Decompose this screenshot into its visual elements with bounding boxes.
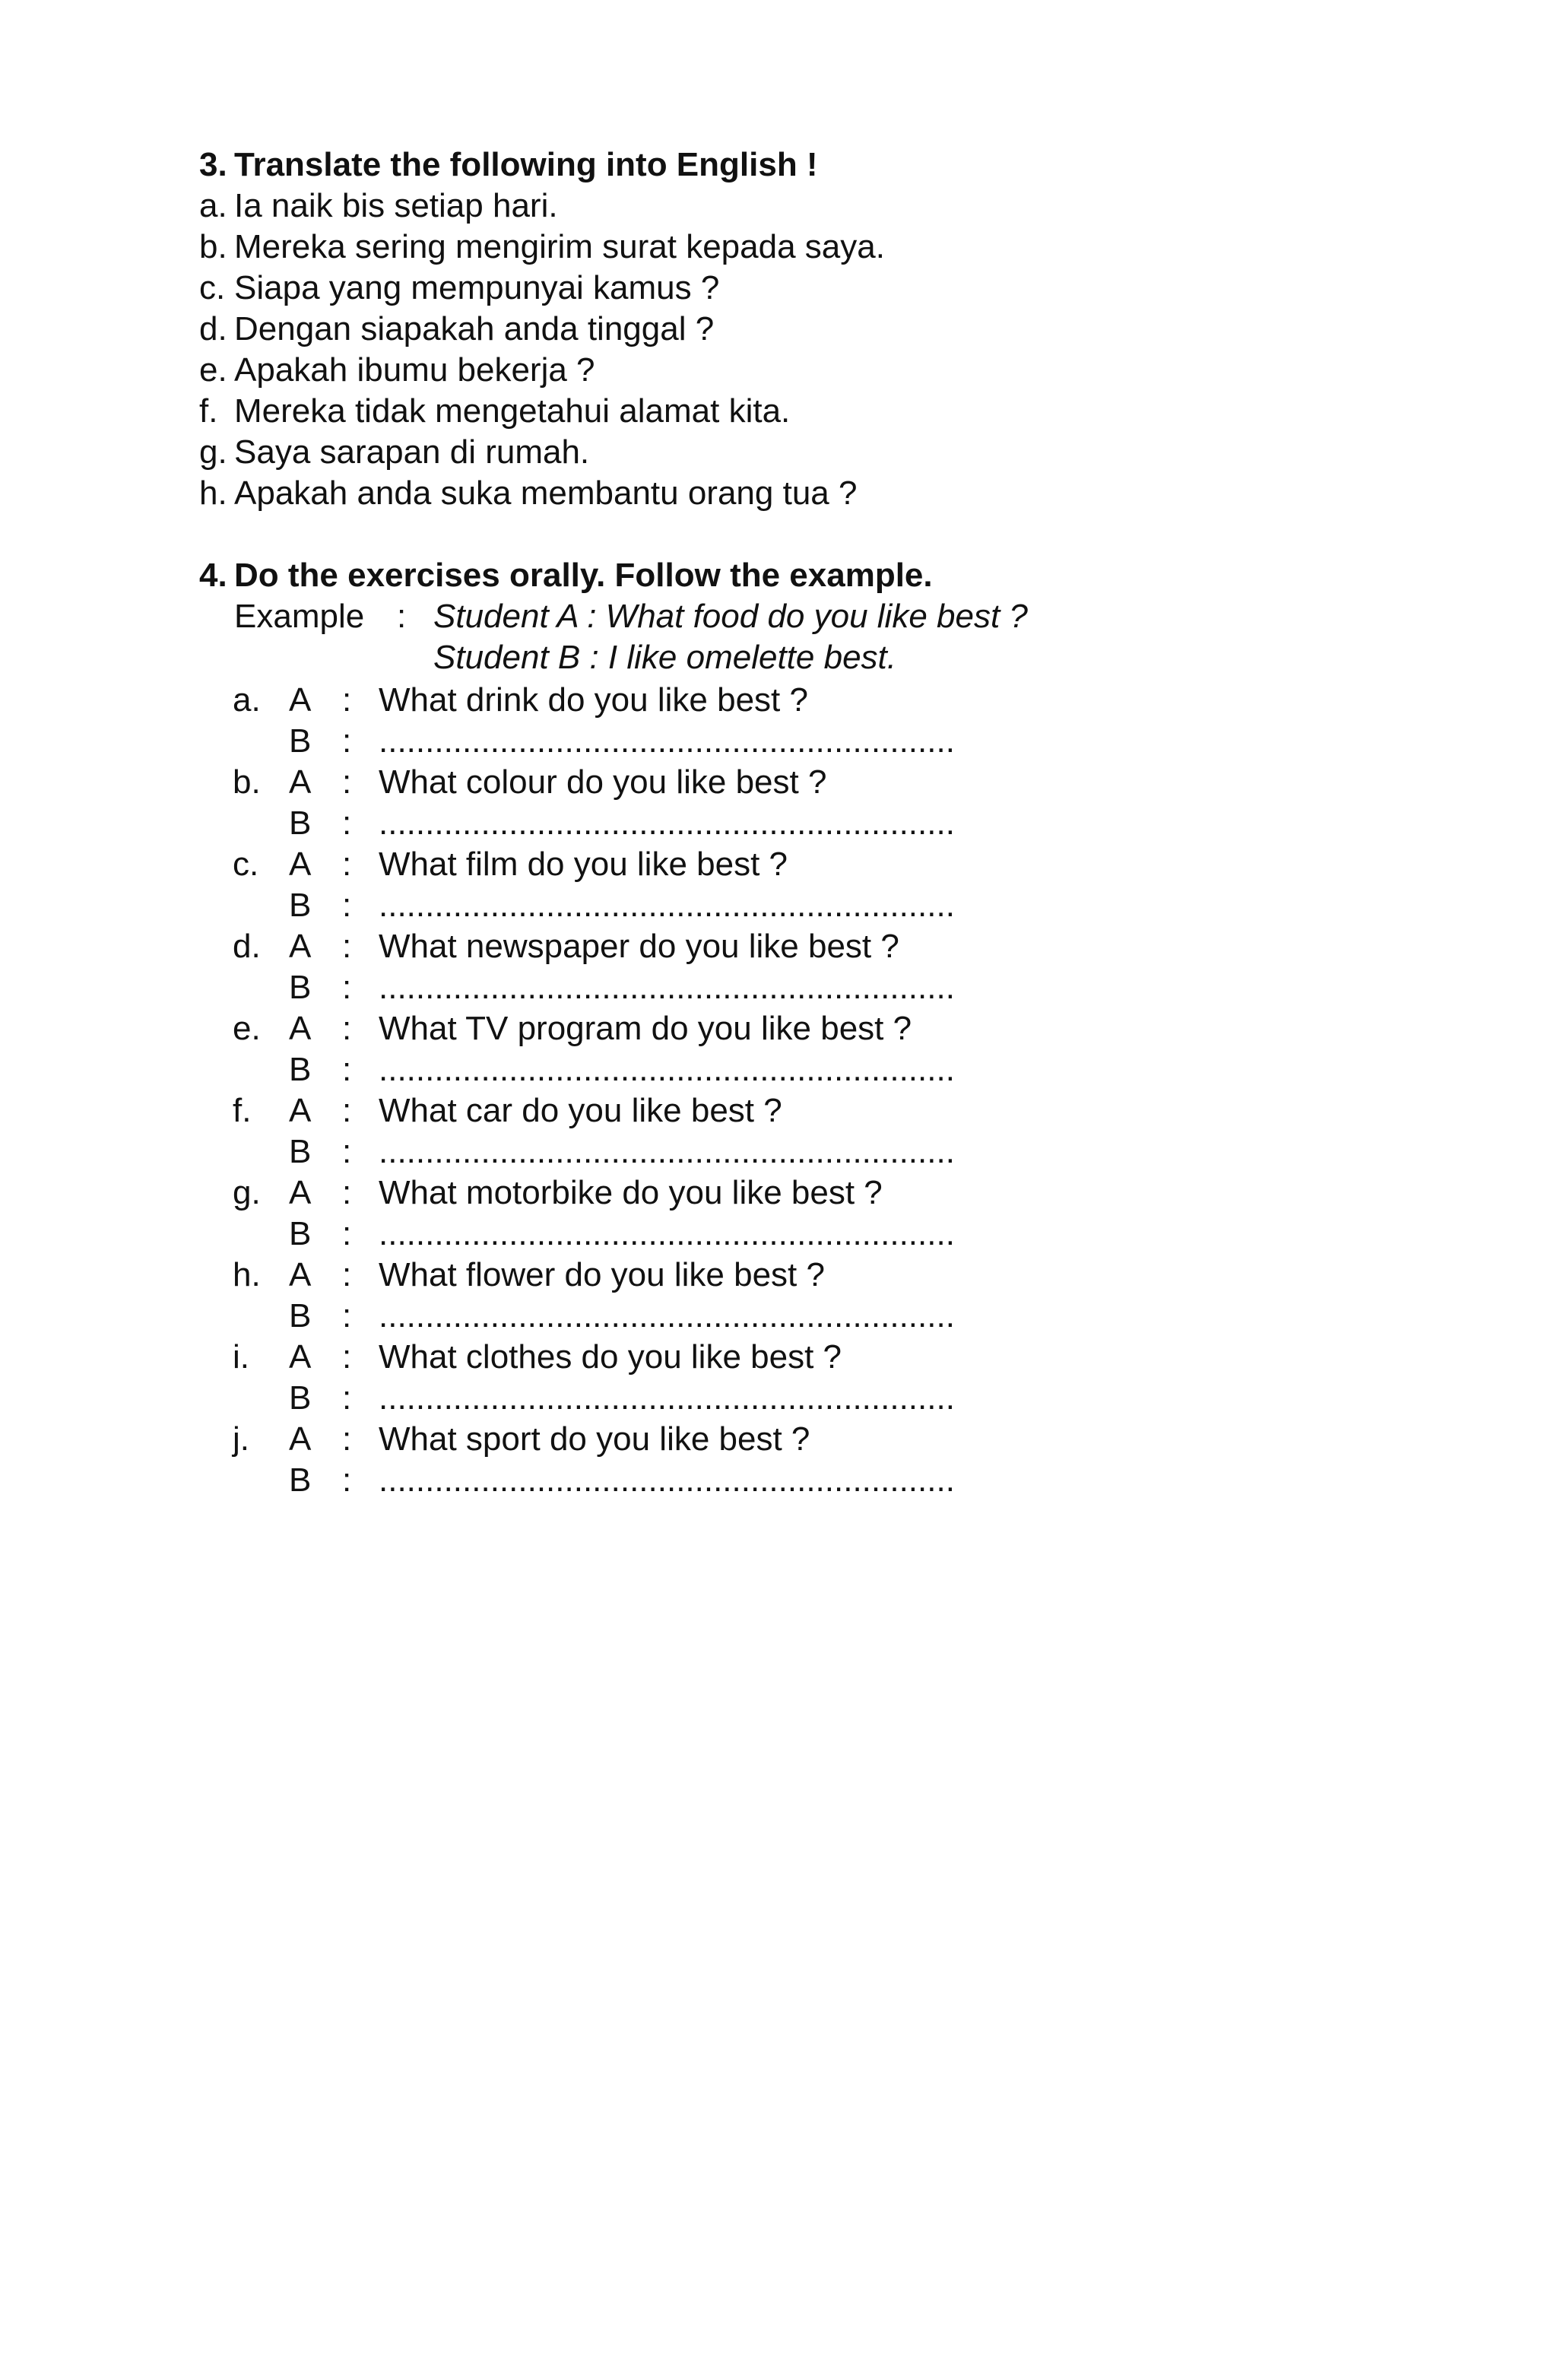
section-3-item-text: Siapa yang mempunyai kamus ? bbox=[234, 269, 720, 306]
exercise-question: What clothes do you like best ? bbox=[379, 1338, 842, 1376]
exercise-colon: : bbox=[342, 722, 352, 760]
section-3-item-letter: a. bbox=[199, 187, 227, 224]
answer-blank: .............................................................. bbox=[379, 1215, 955, 1252]
section-3-item-text: Apakah ibumu bekerja ? bbox=[234, 351, 595, 389]
exercise-colon: : bbox=[342, 928, 352, 965]
exercise-item-letter: j. bbox=[233, 1420, 249, 1458]
exercise-colon: : bbox=[342, 1010, 352, 1047]
speaker-a-label: A bbox=[289, 846, 312, 883]
section-3-item-letter: f. bbox=[199, 392, 218, 430]
exercise-colon: : bbox=[342, 804, 352, 842]
speaker-a-label: A bbox=[289, 1092, 312, 1129]
section-3-item-letter: c. bbox=[199, 269, 226, 306]
example-label: Example bbox=[234, 598, 365, 635]
section-3-item-text: Mereka tidak mengetahui alamat kita. bbox=[234, 392, 791, 430]
exercise-question: What colour do you like best ? bbox=[379, 763, 827, 801]
section-4-title: Do the exercises orally. Follow the example. bbox=[234, 557, 933, 594]
exercise-item-letter: e. bbox=[233, 1010, 261, 1047]
answer-blank: .............................................................. bbox=[379, 1379, 955, 1417]
answer-blank: .............................................................. bbox=[379, 1461, 955, 1499]
section-3-item-text: Apakah anda suka membantu orang tua ? bbox=[234, 474, 858, 512]
section-3-item-text: Saya sarapan di rumah. bbox=[234, 433, 590, 471]
exercise-item-letter: d. bbox=[233, 928, 261, 965]
exercise-item-letter: i. bbox=[233, 1338, 249, 1376]
exercise-question: What car do you like best ? bbox=[379, 1092, 782, 1129]
speaker-b-label: B bbox=[289, 969, 312, 1006]
speaker-b-label: B bbox=[289, 1297, 312, 1334]
speaker-b-label: B bbox=[289, 1215, 312, 1252]
exercise-colon: : bbox=[342, 1338, 352, 1376]
answer-blank: .............................................................. bbox=[379, 1297, 955, 1334]
exercise-item-letter: h. bbox=[233, 1256, 261, 1293]
section-3-item-text: Mereka sering mengirim surat kepada saya. bbox=[234, 228, 885, 265]
answer-blank: .............................................................. bbox=[379, 887, 955, 924]
exercise-colon: : bbox=[342, 1297, 352, 1334]
exercise-question: What sport do you like best ? bbox=[379, 1420, 810, 1458]
section-3-title: Translate the following into English ! bbox=[234, 146, 818, 183]
answer-blank: .............................................................. bbox=[379, 1051, 955, 1088]
speaker-a-label: A bbox=[289, 1420, 312, 1458]
exercise-question: What TV program do you like best ? bbox=[379, 1010, 912, 1047]
answer-blank: .............................................................. bbox=[379, 804, 955, 842]
exercise-colon: : bbox=[342, 1174, 352, 1211]
exercise-question: What newspaper do you like best ? bbox=[379, 928, 899, 965]
speaker-b-label: B bbox=[289, 1133, 312, 1170]
section-3-item-letter: b. bbox=[199, 228, 227, 265]
exercise-colon: : bbox=[342, 1256, 352, 1293]
exercise-colon: : bbox=[342, 1051, 352, 1088]
section-3-item-letter: e. bbox=[199, 351, 227, 389]
exercise-colon: : bbox=[342, 969, 352, 1006]
section-3-item-text: Ia naik bis setiap hari. bbox=[234, 187, 558, 224]
speaker-a-label: A bbox=[289, 1174, 312, 1211]
speaker-b-label: B bbox=[289, 722, 312, 760]
exercise-colon: : bbox=[342, 1379, 352, 1417]
speaker-a-label: A bbox=[289, 763, 312, 801]
exercise-colon: : bbox=[342, 1215, 352, 1252]
speaker-a-label: A bbox=[289, 681, 312, 719]
exercise-item-letter: b. bbox=[233, 763, 261, 801]
exercise-colon: : bbox=[342, 846, 352, 883]
exercise-colon: : bbox=[342, 1461, 352, 1499]
example-student-b: Student B : I like omelette best. bbox=[433, 639, 896, 676]
exercise-question: What drink do you like best ? bbox=[379, 681, 808, 719]
exercise-item-letter: g. bbox=[233, 1174, 261, 1211]
speaker-b-label: B bbox=[289, 804, 312, 842]
exercise-question: What flower do you like best ? bbox=[379, 1256, 825, 1293]
exercise-colon: : bbox=[342, 887, 352, 924]
speaker-b-label: B bbox=[289, 1461, 312, 1499]
speaker-b-label: B bbox=[289, 1051, 312, 1088]
answer-blank: .............................................................. bbox=[379, 1133, 955, 1170]
speaker-b-label: B bbox=[289, 887, 312, 924]
exercise-colon: : bbox=[342, 1092, 352, 1129]
section-3-item-text: Dengan siapakah anda tinggal ? bbox=[234, 310, 715, 347]
example-student-a: Student A : What food do you like best ? bbox=[433, 598, 1028, 635]
speaker-a-label: A bbox=[289, 928, 312, 965]
answer-blank: .............................................................. bbox=[379, 722, 955, 760]
section-3-item-letter: d. bbox=[199, 310, 227, 347]
speaker-a-label: A bbox=[289, 1338, 312, 1376]
exercise-colon: : bbox=[342, 681, 352, 719]
exercise-question: What film do you like best ? bbox=[379, 846, 788, 883]
exercise-item-letter: c. bbox=[233, 846, 259, 883]
section-3-number: 3. bbox=[199, 146, 227, 183]
exercise-colon: : bbox=[342, 1420, 352, 1458]
speaker-a-label: A bbox=[289, 1256, 312, 1293]
section-3-item-letter: g. bbox=[199, 433, 227, 471]
exercise-colon: : bbox=[342, 763, 352, 801]
speaker-b-label: B bbox=[289, 1379, 312, 1417]
exercise-question: What motorbike do you like best ? bbox=[379, 1174, 883, 1211]
exercise-colon: : bbox=[342, 1133, 352, 1170]
section-3-item-letter: h. bbox=[199, 474, 227, 512]
answer-blank: .............................................................. bbox=[379, 969, 955, 1006]
exercise-item-letter: f. bbox=[233, 1092, 252, 1129]
example-colon: : bbox=[397, 598, 407, 635]
exercise-item-letter: a. bbox=[233, 681, 261, 719]
speaker-a-label: A bbox=[289, 1010, 312, 1047]
section-4-number: 4. bbox=[199, 557, 227, 594]
